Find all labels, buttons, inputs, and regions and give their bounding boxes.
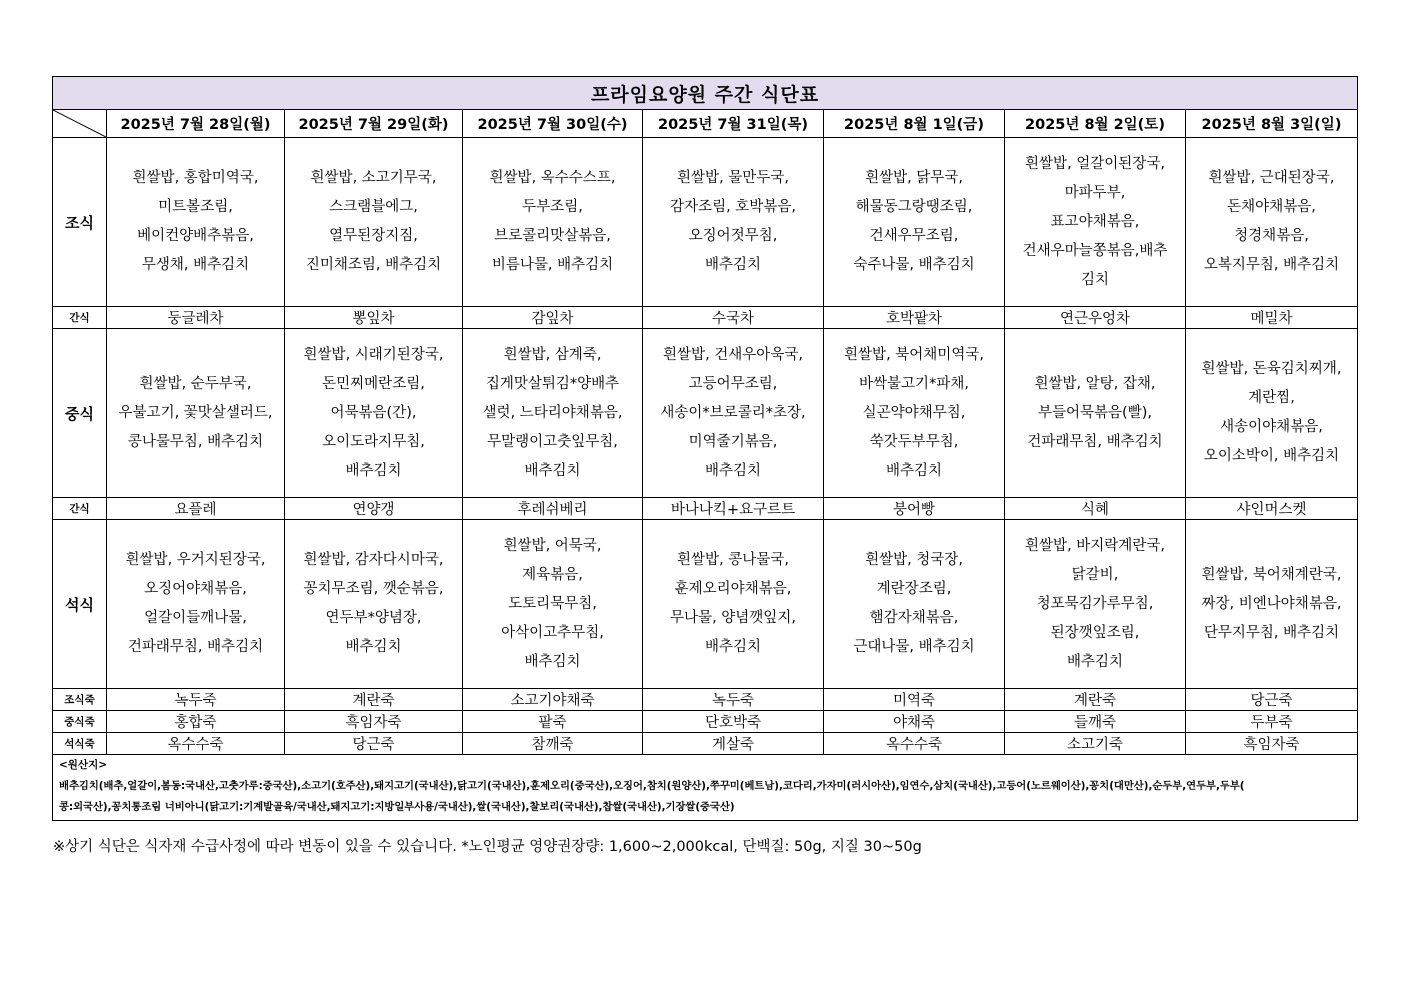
breakfast-cell <box>107 138 285 307</box>
date-header: 2025년 7월 28일(월) <box>107 110 285 138</box>
origin-title: <원산지> <box>59 759 108 771</box>
porridge-cell: 야채죽 <box>824 711 1005 733</box>
dinner-porridge-label: 석식죽 <box>53 733 107 755</box>
porridge-cell: 게살죽 <box>643 733 824 755</box>
porridge-cell: 두부죽 <box>1186 711 1358 733</box>
menu-item-line: 흰쌀밥, 어묵국, <box>503 537 602 554</box>
lunch-cell <box>463 329 643 498</box>
menu-item-line: 건파래무침, 배추김치 <box>127 639 264 655</box>
diagonal-header-cell <box>53 110 107 138</box>
menu-item-line: 돈민찌메란조림, <box>322 375 425 392</box>
menu-item-line: 배추김치 <box>524 653 581 670</box>
menu-item-line: 미트볼조림, <box>158 199 233 215</box>
breakfast-cell <box>1005 138 1186 307</box>
menu-item-line: 새송이야채볶음, <box>1220 419 1323 435</box>
menu-item-line: 근대나물, 배추김치 <box>853 639 975 655</box>
origin-row <box>53 755 1358 821</box>
lunch-cell <box>285 329 463 498</box>
breakfast-cell <box>1186 138 1358 307</box>
menu-item-line: 배추김치 <box>345 462 402 479</box>
dinner-cell <box>643 520 824 689</box>
menu-item-line: 흰쌀밥, 옥수수스프, <box>489 170 616 186</box>
menu-item-line: 흰쌀밥, 홍합미역국, <box>132 170 259 186</box>
lunch-cell <box>1005 329 1186 498</box>
snack-cell: 수국차 <box>643 307 824 329</box>
breakfast-label: 조식 <box>53 138 107 307</box>
menu-item-line: 무생채, 배추김치 <box>141 257 250 273</box>
menu-item-line: 미역줄기볶음, <box>688 433 778 450</box>
menu-item-line: 흰쌀밥, 돈육김치찌개, <box>1201 361 1342 377</box>
menu-item-line: 흰쌀밥, 바지락계란국, <box>1025 537 1165 554</box>
menu-item-line: 단무지무침, 배추김치 <box>1203 624 1340 641</box>
menu-item-line: 얼갈이들깨나물, <box>144 610 247 626</box>
menu-item-line: 표고야채볶음, <box>1050 213 1140 230</box>
menu-item-line: 바싹불고기*파채, <box>859 375 969 392</box>
lunch-cell <box>643 329 824 498</box>
porridge-cell: 홍합죽 <box>107 711 285 733</box>
porridge-cell: 단호박죽 <box>643 711 824 733</box>
porridge-cell: 소고기야채죽 <box>463 689 643 711</box>
menu-item-line: 흰쌀밥, 소고기무국, <box>310 170 437 186</box>
lunch-porridge-label: 중식죽 <box>53 711 107 733</box>
footnote: ※상기 식단은 식자재 수급사정에 따라 변동이 있을 수 있습니다. *노인평균 영양권장량: 1,600~2,000kcal, 단백질: 50g, 지질 30~50g <box>53 839 922 855</box>
menu-item-line: 건새우마늘쫑볶음,배추 <box>1022 242 1168 259</box>
menu-item-line: 우불고기, 꽃맛살샐러드, <box>118 404 273 421</box>
menu-item-line: 오이소박이, 배추김치 <box>1203 448 1340 464</box>
dinner-label: 석식 <box>53 520 107 689</box>
breakfast-row <box>53 138 1358 307</box>
menu-item-line: 배추김치 <box>524 462 581 479</box>
menu-item-line: 고등어무조림, <box>688 375 778 392</box>
origin-cell <box>53 755 1358 821</box>
menu-item-line: 무나물, 양념깻잎지, <box>670 610 796 626</box>
weekly-menu-table <box>52 76 1358 821</box>
menu-item-line: 실곤약야채무침, <box>862 404 966 421</box>
menu-item-line: 도토리묵무침, <box>508 595 597 612</box>
menu-item-line: 꽁치무조림, 깻순볶음, <box>303 581 444 597</box>
menu-item-line: 건새우무조림, <box>869 228 959 244</box>
menu-item-line: 제육볶음, <box>522 566 583 583</box>
breakfast-cell <box>824 138 1005 307</box>
porridge-cell: 당근죽 <box>1186 689 1358 711</box>
dinner-cell <box>824 520 1005 689</box>
porridge-cell: 흑임자죽 <box>285 711 463 733</box>
lunch-cell <box>824 329 1005 498</box>
menu-item-line: 새송이*브로콜리*초장, <box>660 404 806 421</box>
menu-item-line: 계란장조림, <box>876 581 952 597</box>
menu-item-line: 배추김치 <box>345 639 402 655</box>
menu-item-line: 오징어젓무침, <box>688 228 778 244</box>
menu-item-line: 샐럿, 느타리야채볶음, <box>482 404 623 421</box>
menu-item-line: 해물동그랑땡조림, <box>855 199 973 215</box>
porridge-cell: 참깨죽 <box>463 733 643 755</box>
porridge-cell: 소고기죽 <box>1005 733 1186 755</box>
menu-item-line: 훈제오리야채볶음, <box>674 581 792 597</box>
porridge-cell: 흑임자죽 <box>1186 733 1358 755</box>
breakfast-cell <box>463 138 643 307</box>
dinner-cell <box>463 520 643 689</box>
menu-item-line: 아삭이고추무침, <box>501 624 604 641</box>
menu-item-line: 배추김치 <box>1066 653 1124 670</box>
pm-snack-label: 간식 <box>53 498 107 520</box>
date-header: 2025년 8월 1일(금) <box>824 110 1005 138</box>
date-header: 2025년 7월 29일(화) <box>285 110 463 138</box>
snack-cell: 둥글레차 <box>107 307 285 329</box>
menu-item-line: 된장깻잎조림, <box>1050 624 1140 641</box>
lunch-row <box>53 329 1358 498</box>
lunch-label: 중식 <box>53 329 107 498</box>
menu-item-line: 흰쌀밥, 청국장, <box>865 552 963 568</box>
menu-item-line: 배추김치 <box>885 462 943 479</box>
porridge-cell: 옥수수죽 <box>107 733 285 755</box>
menu-item-line: 열무된장지짐, <box>329 228 418 244</box>
menu-item-line: 숙주나물, 배추김치 <box>853 257 975 273</box>
porridge-cell: 계란죽 <box>1005 689 1186 711</box>
menu-item-line: 청경채볶음, <box>1234 228 1309 244</box>
menu-item-line: 흰쌀밥, 북어채계란국, <box>1201 566 1342 583</box>
menu-item-line: 집게맛살튀김*양배추 <box>485 375 620 392</box>
menu-item-line: 쑥갓두부무침, <box>869 433 959 450</box>
dinner-porridge-row <box>53 733 1358 755</box>
menu-item-line: 청포묵김가루무침, <box>1036 595 1154 612</box>
menu-item-line: 흰쌀밥, 건새우아욱국, <box>663 346 803 363</box>
menu-item-line: 흰쌀밥, 콩나물국, <box>677 552 789 568</box>
menu-item-line: 흰쌀밥, 알탕, 잡채, <box>1034 375 1156 392</box>
date-header: 2025년 7월 31일(목) <box>643 110 824 138</box>
dinner-cell <box>1005 520 1186 689</box>
menu-item-line: 흰쌀밥, 근대된장국, <box>1208 170 1335 186</box>
date-header: 2025년 8월 3일(일) <box>1186 110 1358 138</box>
menu-item-line: 스크램블에그, <box>329 199 418 215</box>
dinner-cell <box>1186 520 1358 689</box>
snack-cell: 후레쉬베리 <box>463 498 643 520</box>
menu-item-line: 무말랭이고춧잎무침, <box>487 433 618 450</box>
porridge-cell: 팥죽 <box>463 711 643 733</box>
snack-cell: 감잎차 <box>463 307 643 329</box>
porridge-cell: 미역죽 <box>824 689 1005 711</box>
menu-item-line: 콩나물무침, 배추김치 <box>127 433 264 450</box>
porridge-cell: 당근죽 <box>285 733 463 755</box>
lunch-cell <box>107 329 285 498</box>
menu-item-line: 오복지무침, 배추김치 <box>1203 257 1340 273</box>
date-header: 2025년 8월 2일(토) <box>1005 110 1186 138</box>
menu-item-line: 짜장, 비엔나야채볶음, <box>1201 595 1342 612</box>
porridge-cell: 옥수수죽 <box>824 733 1005 755</box>
am-snack-row <box>53 307 1358 329</box>
menu-item-line: 흰쌀밥, 우거지된장국, <box>125 552 266 568</box>
lunch-cell <box>1186 329 1358 498</box>
snack-cell: 연근우엉차 <box>1005 307 1186 329</box>
menu-item-line: 흰쌀밥, 물만두국, <box>677 170 789 186</box>
menu-item-line: 흰쌀밥, 순두부국, <box>139 375 252 392</box>
breakfast-cell <box>643 138 824 307</box>
menu-item-line: 감자조림, 호박볶음, <box>670 199 796 215</box>
menu-item-line: 배추김치 <box>704 462 762 479</box>
menu-item-line: 비름나물, 배추김치 <box>491 257 614 273</box>
menu-item-line: 배추김치 <box>704 639 762 655</box>
breakfast-porridge-row <box>53 689 1358 711</box>
menu-item-line: 김치 <box>1080 271 1109 288</box>
menu-item-line: 마파두부, <box>1064 184 1126 201</box>
lunch-porridge-row <box>53 711 1358 733</box>
origin-line: 배추김치(배추,얼갈이,봄동:국내산,고춧가루:중국산),소고기(호주산),돼지고기(국내산),닭고기(국내산),훈제오리(중국산),오징어,참치(원양산),쭈꾸미(베트남),코다리,가자미(러시아산),임연수,삼치(국내산),고등어(노르웨이산),꽁치(대만산),순두부,연두부,두부( <box>59 780 1245 792</box>
porridge-cell: 녹두죽 <box>643 689 824 711</box>
snack-cell: 요플레 <box>107 498 285 520</box>
dinner-cell <box>285 520 463 689</box>
menu-item-line: 브로콜리맛살볶음, <box>494 228 611 244</box>
breakfast-cell <box>285 138 463 307</box>
snack-cell: 식혜 <box>1005 498 1186 520</box>
am-snack-label: 간식 <box>53 307 107 329</box>
menu-item-line: 베이컨양배추볶음, <box>137 228 254 244</box>
snack-cell: 붕어빵 <box>824 498 1005 520</box>
breakfast-porridge-label: 조식죽 <box>53 689 107 711</box>
menu-item-line: 오징어야채볶음, <box>144 581 247 597</box>
menu-item-line: 흰쌀밥, 감자다시마국, <box>303 552 444 568</box>
snack-cell: 바나나킥+요구르트 <box>643 498 824 520</box>
menu-item-line: 햄감자채볶음, <box>869 610 959 626</box>
snack-cell: 뽕잎차 <box>285 307 463 329</box>
menu-item-line: 돈채야채볶음, <box>1227 199 1316 215</box>
date-header: 2025년 7월 30일(수) <box>463 110 643 138</box>
menu-item-line: 흰쌀밥, 닭무국, <box>865 170 963 186</box>
menu-item-line: 오이도라지무침, <box>322 433 425 450</box>
snack-cell: 메밀차 <box>1186 307 1358 329</box>
menu-item-line: 배추김치 <box>704 257 762 273</box>
menu-item-line: 연두부*양념장, <box>325 610 422 626</box>
menu-item-line: 진미채조림, 배추김치 <box>305 257 442 273</box>
menu-item-line: 어묵볶음(간), <box>330 404 417 421</box>
porridge-cell: 들깨죽 <box>1005 711 1186 733</box>
pm-snack-row <box>53 498 1358 520</box>
date-row <box>53 110 1358 138</box>
snack-cell: 호박팥차 <box>824 307 1005 329</box>
dinner-row <box>53 520 1358 689</box>
origin-line: 콩:외국산),꽁치통조림 너비아니(닭고기:기계발골육/국내산,돼지고기:지방일부사용/국내산),쌀(국내산),찰보리(국내산),찹쌀(국내산),기장쌀(중국산) <box>59 801 735 813</box>
porridge-cell: 녹두죽 <box>107 689 285 711</box>
menu-item-line: 흰쌀밥, 시래기된장국, <box>303 346 444 363</box>
snack-cell: 연양갱 <box>285 498 463 520</box>
menu-item-line: 계란찜, <box>1248 390 1295 406</box>
menu-item-line: 닭갈비, <box>1071 566 1119 583</box>
menu-item-line: 부들어묵볶음(빨), <box>1038 404 1152 421</box>
menu-title: 프라임요양원 주간 식단표 <box>53 77 1358 110</box>
menu-item-line: 두부조림, <box>522 199 583 215</box>
porridge-cell: 계란죽 <box>285 689 463 711</box>
menu-item-line: 흰쌀밥, 삼계죽, <box>503 346 602 363</box>
menu-item-line: 건파래무침, 배추김치 <box>1027 433 1163 450</box>
snack-cell: 샤인머스켓 <box>1186 498 1358 520</box>
menu-item-line: 흰쌀밥, 얼갈이된장국, <box>1025 155 1165 172</box>
dinner-cell <box>107 520 285 689</box>
menu-item-line: 흰쌀밥, 북어채미역국, <box>844 346 984 363</box>
